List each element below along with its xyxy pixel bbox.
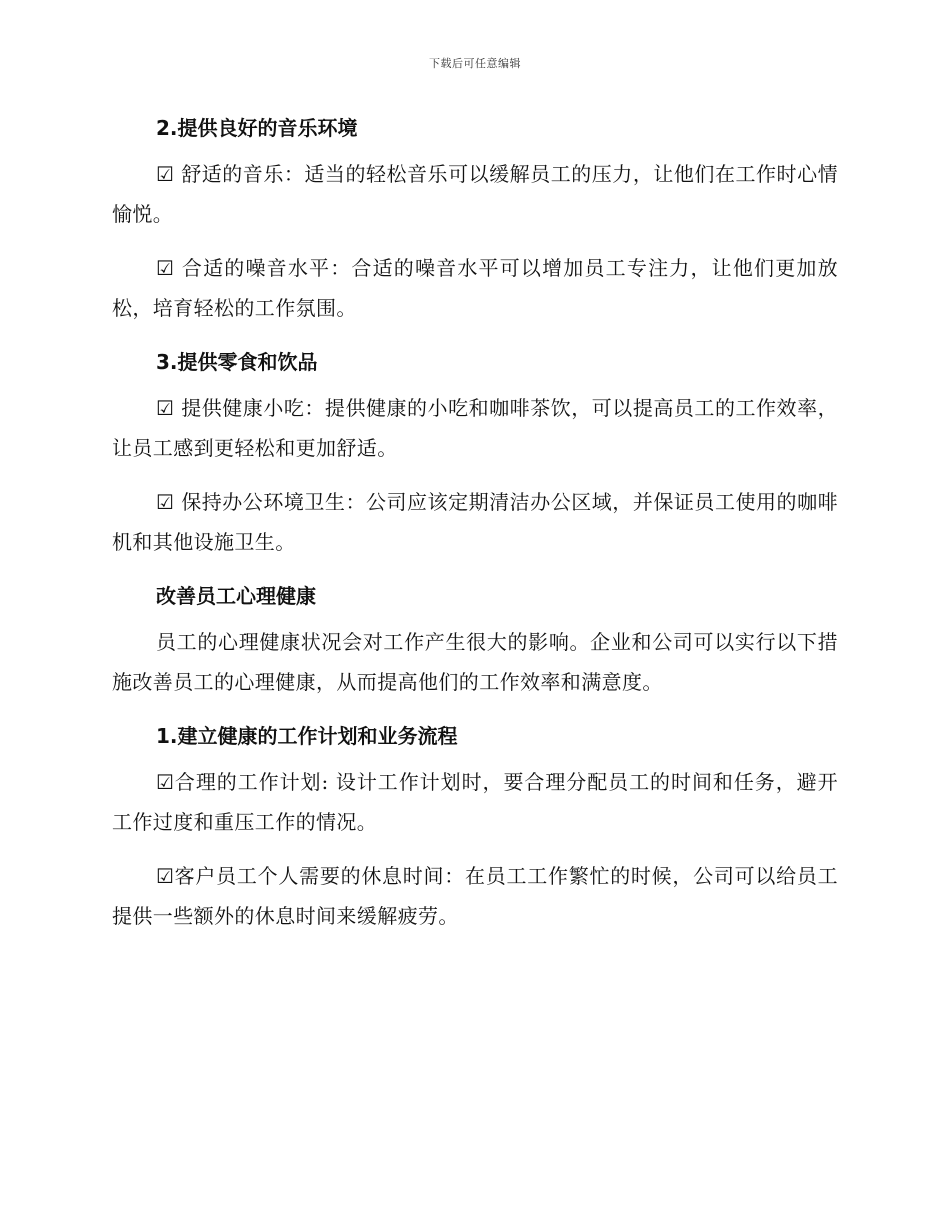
paragraph-healthy-snacks: ☑ 提供健康小吃：提供健康的小吃和咖啡茶饮，可以提高员工的工作效率，让员工感到更轻松和更加舒适。 <box>112 396 838 460</box>
paragraph-comfortable-music: ☑ 舒适的音乐：适当的轻松音乐可以缓解员工的压力，让他们在工作时心情愉悦。 <box>112 162 838 226</box>
section-heading-mental-health: 改善员工心理健康 <box>156 584 316 608</box>
paragraph-mental-health-intro: 员工的心理健康状况会对工作产生很大的影响。企业和公司可以实行以下措施改善员工的心理健康，从而提高他们的工作效率和满意度。 <box>112 630 838 694</box>
document-body <box>112 108 838 950</box>
section-heading-snacks-drinks: 3.提供零食和饮品 <box>156 350 318 374</box>
paragraph-noise-level: ☑ 合适的噪音水平：合适的噪音水平可以增加员工专注力，让他们更加放松，培育轻松的工作氛围。 <box>112 256 838 320</box>
paragraph-reasonable-work-plan: ☑合理的工作计划: 设计工作计划时，要合理分配员工的时间和任务，避开工作过度和重压工作的情况。 <box>112 770 838 834</box>
section-heading-music-environment: 2.提供良好的音乐环境 <box>156 116 358 140</box>
paragraph-office-hygiene: ☑ 保持办公环境卫生：公司应该定期清洁办公区域，并保证员工使用的咖啡机和其他设施卫生。 <box>112 490 838 554</box>
section-heading-work-plan: 1.建立健康的工作计划和业务流程 <box>156 724 458 748</box>
paragraph-rest-time: ☑客户员工个人需要的休息时间：在员工工作繁忙的时候，公司可以给员工提供一些额外的休息时间来缓解疲劳。 <box>112 864 838 928</box>
page-header-note: 下载后可任意编辑 <box>429 57 521 70</box>
